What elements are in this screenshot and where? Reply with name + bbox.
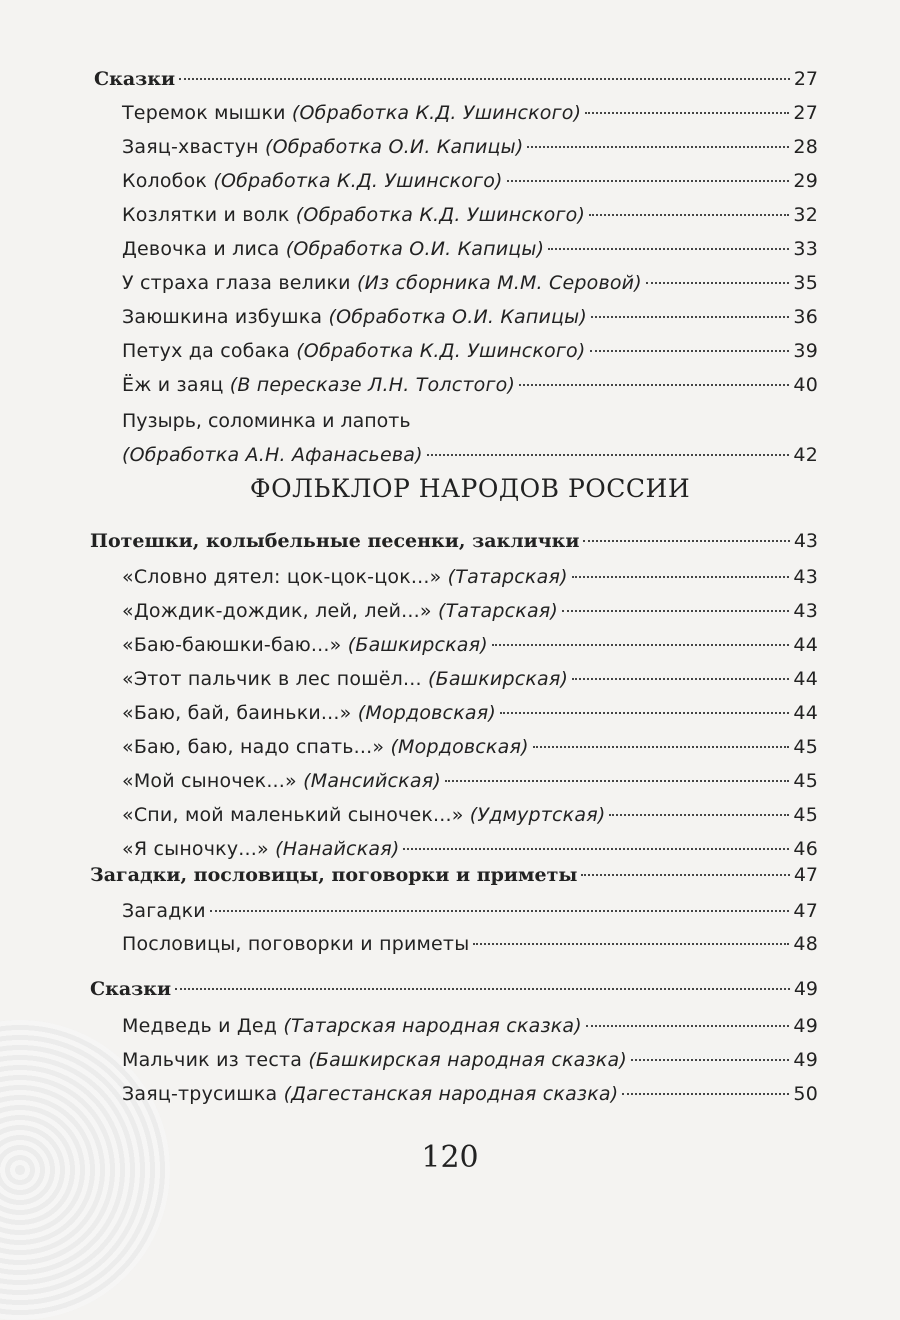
entry-source: (Башкирская) [347,634,488,656]
entry-source: (Обработка К.Д. Ушинского) [213,170,503,192]
entry-title: У страха глаза велики [122,272,357,294]
toc-entry [122,933,818,967]
dot-leader [533,746,790,748]
toc-entry [122,374,818,408]
dot-leader [572,678,789,680]
page-ref: 47 [793,864,818,886]
entry-source: (Обработка О.И. Капицы) [264,136,524,158]
dot-leader [622,1093,789,1095]
toc-entry [122,1083,818,1117]
entry-source: (Дагестанская народная сказка) [283,1083,619,1105]
page-ref: 46 [793,838,818,860]
page-ref: 44 [793,634,818,656]
entry-source: (Обработка К.Д. Ушинского) [295,204,586,226]
page-ref: 43 [793,530,818,552]
entry-title: Петух да собака [122,340,297,362]
entry-source: (Обработка А.Н. Афанасьева) [122,444,423,466]
entry-title: Козлятки и волк [122,204,296,226]
dot-leader [403,848,789,850]
page-ref: 43 [793,566,818,588]
section-heading [90,864,818,898]
entry-source: (В пересказе Л.Н. Толстого) [229,374,516,396]
toc-entry [122,340,818,374]
entry-title: Пузырь, соломинка и лапоть [122,410,411,432]
section-heading [90,530,818,564]
entry-source: (Обработка К.Д. Ушинского) [296,340,586,362]
entry-title: Пословицы, поговорки и приметы [122,933,470,955]
entry-source: (Татарская) [447,566,568,588]
dot-leader [572,576,790,578]
entry-title: Ёж и заяц [122,374,230,396]
page-ref: 45 [793,804,818,826]
entry-title: «Я сыночку...» [122,838,276,860]
entry-title: «Словно дятел: цок-цок-цок...» [122,566,448,588]
page-ref: 48 [793,933,818,955]
section-title: Сказки [90,978,172,1000]
page-ref: 44 [793,702,818,724]
page-ref: 49 [793,1015,818,1037]
entry-title: «Этот пальчик в лес пошёл... [122,668,428,690]
page-ref: 35 [793,272,818,294]
dot-leader [591,316,789,318]
page-ref: 49 [793,1049,818,1071]
dot-leader [210,910,790,912]
toc-entry [122,204,818,238]
dot-leader [548,248,789,250]
entry-title: Заяц-хвастун [122,136,265,158]
section-title: Сказки [94,68,176,90]
dot-leader [445,780,789,782]
entry-title: «Спи, мой маленький сыночек...» [122,804,470,826]
entry-source: (Обработка О.И. Капицы) [328,306,587,328]
section-heading [94,68,818,102]
page-number: 120 [421,1140,479,1175]
page-ref: 28 [793,136,818,158]
toc-entry [122,770,818,804]
entry-source: (Удмуртская) [469,804,606,826]
dot-leader [585,112,789,114]
entry-title: «Мой сыночек...» [122,770,304,792]
page-ref: 27 [793,68,818,90]
dot-leader [492,644,790,646]
toc-entry [122,702,818,736]
page-ref: 39 [793,340,818,362]
toc-entry [122,900,818,934]
dot-leader [646,282,790,284]
dot-leader [175,988,790,990]
page-ref: 50 [793,1083,818,1105]
entry-title: Заюшкина избушка [122,306,329,328]
dot-leader [586,1025,790,1027]
page-ref: 27 [793,102,818,124]
entry-source: (Татарская народная сказка) [283,1015,582,1037]
entry-source: (Мордовская) [357,702,496,724]
dot-leader [507,180,790,182]
toc-entry [122,272,818,306]
page-ref: 47 [793,900,818,922]
entry-title: Колобок [122,170,214,192]
entry-source: (Башкирская) [427,668,569,690]
dot-leader [583,540,789,542]
dot-leader [527,146,789,148]
dot-leader [500,712,789,714]
part-title: ФОЛЬКЛОР НАРОДОВ РОССИИ [249,474,691,503]
page-ref: 32 [793,204,818,226]
dot-leader [590,350,790,352]
toc-entry [122,444,818,478]
dot-leader [609,814,789,816]
entry-source: (Мансийская) [303,770,441,792]
entry-source: (Башкирская народная сказка) [308,1049,627,1071]
entry-title: «Дождик-дождик, лей, лей...» [122,600,438,622]
entry-title: Загадки [122,900,206,922]
dot-leader [179,78,790,80]
toc-entry [122,804,818,838]
page-ref: 33 [793,238,818,260]
entry-title: Теремок мышки [122,102,292,124]
section-heading [90,978,818,1012]
entry-source: (Нанайская) [275,838,400,860]
toc-entry [122,136,818,170]
toc-entry [122,566,818,600]
dot-leader [519,384,789,386]
toc-entry [122,238,818,272]
entry-title: «Баю, баю, надо спать...» [122,736,391,758]
page-ref: 43 [793,600,818,622]
page-ref: 42 [793,444,818,466]
entry-title: «Баю-баюшки-баю...» [122,634,348,656]
section-title: Загадки, пословицы, поговорки и приметы [90,864,578,886]
toc-entry [122,634,818,668]
page-ref: 45 [793,770,818,792]
entry-source: (Мордовская) [390,736,529,758]
page-ref: 44 [793,668,818,690]
section-title: Потешки, колыбельные песенки, заклички [90,530,580,552]
entry-title: Мальчик из теста [122,1049,309,1071]
page-ref: 49 [793,978,818,1000]
entry-title: Заяц-трусишка [122,1083,284,1105]
entry-title: Девочка и лиса [122,238,286,260]
page-ref: 29 [793,170,818,192]
toc-entry [122,170,818,204]
entry-source: (Обработка К.Д. Ушинского) [291,102,582,124]
entry-title: «Баю, бай, баиньки...» [122,702,358,724]
toc-entry [122,600,818,634]
dot-leader [581,874,789,876]
toc-entry [122,1015,818,1049]
entry-title: Медведь и Дед [122,1015,284,1037]
page-ref: 45 [793,736,818,758]
page-ref: 40 [793,374,818,396]
dot-leader [427,454,790,456]
dot-leader [589,214,789,216]
dot-leader [473,943,789,945]
dot-leader [631,1059,789,1061]
dot-leader [562,610,789,612]
entry-source: (Из сборника М.М. Серовой) [356,272,642,294]
toc-entry [122,736,818,770]
toc-entry [122,668,818,702]
entry-source: (Обработка О.И. Капицы) [285,238,545,260]
toc-entry [122,306,818,340]
toc-entry [122,1049,818,1083]
entry-source: (Татарская) [437,600,559,622]
toc-entry [122,102,818,136]
page-ref: 36 [793,306,818,328]
